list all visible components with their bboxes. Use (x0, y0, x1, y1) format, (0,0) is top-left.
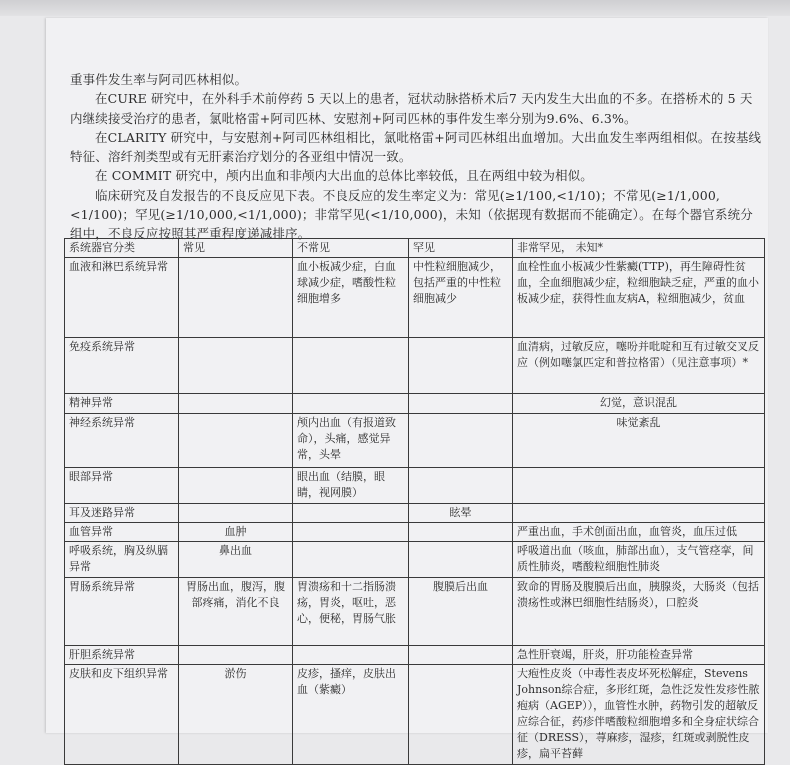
table-row (65, 338, 765, 394)
table-row (65, 665, 765, 765)
very-rare-cell: 味觉紊乱 (513, 414, 765, 468)
organ-cell: 血管异常 (65, 523, 179, 542)
background-top-strip (0, 0, 790, 16)
uncommon-cell (293, 338, 409, 394)
organ-cell: 呼吸系统，胸及纵膈异常 (65, 542, 179, 578)
common-cell: 淤伤 (179, 665, 293, 765)
organ-cell: 免疫系统异常 (65, 338, 179, 394)
very-rare-cell: 急性肝衰竭，肝炎，肝功能检查异常 (513, 646, 765, 665)
header-rare: 罕见 (409, 239, 513, 258)
organ-cell: 肝胆系统异常 (65, 646, 179, 665)
uncommon-cell (293, 394, 409, 414)
rare-cell (409, 468, 513, 504)
very-rare-cell: 大疱性皮炎（中毒性表皮坏死松解症，Stevens Johnson综合症，多形红斑，急性泛发性发疹性脓疱病（AGEP）），血管性水肿，药物引发的超敏反应综合征，药疹伴嗜酸粒细胞增多和全身症状综合征（DRESS），荨麻疹，湿疹，红斑或剥脱性皮疹，扁平苔藓 (513, 665, 765, 765)
header-very-rare: 非常罕见， 未知* (513, 239, 765, 258)
header-uncommon: 不常见 (293, 239, 409, 258)
uncommon-cell (293, 504, 409, 523)
table-row (65, 646, 765, 665)
common-cell: 鼻出血 (179, 542, 293, 578)
rare-cell: 腹膜后出血 (409, 578, 513, 646)
organ-cell: 神经系统异常 (65, 414, 179, 468)
uncommon-cell: 血小板减少症，白血球减少症，嗜酸性粒细胞增多 (293, 258, 409, 338)
organ-cell: 精神异常 (65, 394, 179, 414)
table-header-row (65, 239, 765, 258)
table-row (65, 523, 765, 542)
common-cell: 胃肠出血，腹泻，腹部疼痛，消化不良 (179, 578, 293, 646)
rare-cell: 眩晕 (409, 504, 513, 523)
very-rare-cell (513, 504, 765, 523)
table-row (65, 542, 765, 578)
very-rare-cell: 致命的胃肠及腹膜后出血，胰腺炎，大肠炎（包括溃疡性或淋巴细胞性结肠炎），口腔炎 (513, 578, 765, 646)
common-cell (179, 338, 293, 394)
organ-cell: 耳及迷路异常 (65, 504, 179, 523)
very-rare-cell: 幻觉，意识混乱 (513, 394, 765, 414)
paragraph: 重事件发生率与阿司匹林相似。 (70, 72, 248, 87)
table-row (65, 504, 765, 523)
table-row (65, 394, 765, 414)
organ-cell: 皮肤和皮下组织异常 (65, 665, 179, 765)
table-row (65, 578, 765, 646)
rare-cell (409, 523, 513, 542)
very-rare-cell: 血清病，过敏反应，噻吩并吡啶和互有过敏交叉反应（例如噻氯匹定和普拉格雷）（见注意事项）* (513, 338, 765, 394)
paragraph-commit-study: 在 COMMIT 研究中，颅内出血和非颅内大出血的总体比率较低，且在两组中较为相似。 (95, 168, 593, 184)
uncommon-cell: 颅内出血（有报道致命），头痛，感觉异常，头晕 (293, 414, 409, 468)
rare-cell (409, 646, 513, 665)
uncommon-cell: 皮疹，搔痒，皮肤出血（紫癜） (293, 665, 409, 765)
common-cell (179, 394, 293, 414)
table-row (65, 258, 765, 338)
very-rare-cell: 血栓性血小板减少性紫癜(TTP)，再生障碍性贫血，全血细胞减少症，粒细胞缺乏症，严重的血小板减少症，获得性血友病A，粒细胞减少，贫血 (513, 258, 765, 338)
common-cell (179, 258, 293, 338)
very-rare-cell: 严重出血，手术创面出血，血管炎，血压过低 (513, 523, 765, 542)
rare-cell (409, 665, 513, 765)
organ-cell: 血液和淋巴系统异常 (65, 258, 179, 338)
table-row (65, 468, 765, 504)
paragraph-clarity-study: 在CLARITY 研究中，与安慰剂+阿司匹林组相比，氯吡格雷+阿司匹林组出血增加。大出血发生率两组相似。在按基线特征、溶纤剂类型或有无肝素治疗划分的各亚组中情况一致。 (70, 129, 762, 165)
table-row (65, 414, 765, 468)
common-cell (179, 414, 293, 468)
very-rare-cell (513, 468, 765, 504)
common-cell (179, 504, 293, 523)
uncommon-cell (293, 646, 409, 665)
rare-cell: 中性粒细胞减少，包括严重的中性粒细胞减少 (409, 258, 513, 338)
uncommon-cell (293, 542, 409, 578)
organ-cell: 胃肠系统异常 (65, 578, 179, 646)
rare-cell (409, 394, 513, 414)
body-text (70, 70, 762, 244)
rare-cell (409, 542, 513, 578)
header-common: 常见 (179, 239, 293, 258)
adverse-reaction-table (64, 238, 765, 765)
paragraph-frequency-definition: 临床研究及自发报告的不良反应见下表。不良反应的发生率定义为：常见(≥1/100,<1/10)；不常见(≥1/1,000,<1/100)；罕见(≥1/10,000,<1/1,000)；非常罕见(<1/10,000)，未知（依据现有数据而不能确定）。在每个器官系统分组中，不良反应按照其严重程度递减排序。 (70, 187, 753, 242)
rare-cell (409, 338, 513, 394)
uncommon-cell (293, 523, 409, 542)
rare-cell (409, 414, 513, 468)
very-rare-cell: 呼吸道出血（咳血，肺部出血），支气管痉挛，间质性肺炎，嗜酸粒细胞性肺炎 (513, 542, 765, 578)
paragraph-cure-study: 在CURE 研究中，在外科手术前停药 5 天以上的患者，冠状动脉搭桥术后7 天内发生大出血的不多。在搭桥术的 5 天内继续接受治疗的患者，氯吡格雷+阿司匹林、安慰剂+阿司匹林的事件发生率分别为9.6%、6.3%。 (70, 91, 753, 126)
header-organ-class: 系统器官分类 (65, 239, 179, 258)
uncommon-cell: 眼出血（结膜，眼睛，视网膜） (293, 468, 409, 504)
common-cell: 血肿 (179, 523, 293, 542)
uncommon-cell: 胃溃疡和十二指肠溃疡，胃炎，呕吐，恶心，便秘，胃肠气胀 (293, 578, 409, 646)
common-cell (179, 646, 293, 665)
common-cell (179, 468, 293, 504)
organ-cell: 眼部异常 (65, 468, 179, 504)
